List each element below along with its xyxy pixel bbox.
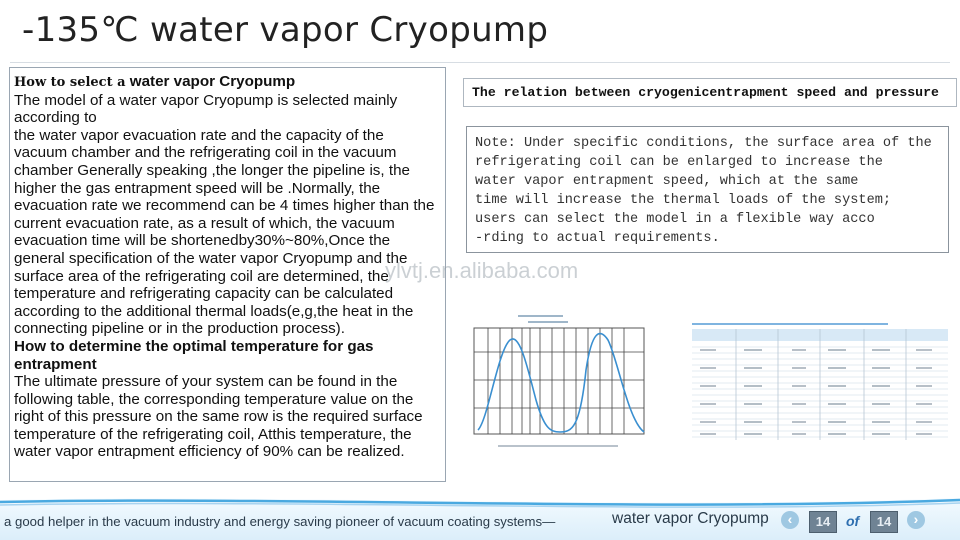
note-line: refrigerating coil can be enlarged to increase the [475, 155, 883, 170]
chevron-right-icon[interactable]: › [907, 511, 925, 529]
selection-paragraph-2: the water vapor evacuation rate and the capacity of the vacuum chamber and the refrigerating coil in the vacuum chamber Generally speaking ,the longer the pipeline is, the higher the gas entrapment speed will be .Normally, the evacuation rate we recommend can be 4 times higher than the current evacuation rate, as a result of which, the vacuum evacuation time will be shortenedby30%~80%,Once the general specification of the water vapor Cryopump and the surface area of the refrigerating coil are determined, the temperature and refrigerating capacity can be calculated according to the additional thermal loads(e,g,the heat in the connecting pipeline or in the production process). [14, 126, 435, 338]
note-line: water vapor entrapment speed, which at the same [475, 174, 859, 189]
selection-paragraph-1: The model of a water vapor Cryopump is selected mainly according to [14, 91, 398, 127]
entrapment-speed-chart-image [468, 310, 650, 456]
temperature-heading: How to determine the optimal temperature for gas entrapment [14, 337, 374, 373]
pressure-temperature-table-image [688, 318, 948, 442]
watermark: ylvtj.en.alibaba.com [385, 258, 579, 283]
footer-tagline: a good helper in the vacuum industry and energy saving pioneer of vacuum coating systems— [4, 514, 556, 529]
selection-heading [14, 73, 440, 92]
relation-caption: The relation between cryogenicentrapment speed and pressure [463, 78, 957, 107]
note-line: users can select the model in a flexible way acco [475, 212, 875, 227]
page-title: -135℃ water vapor Cryopump [22, 10, 549, 50]
title-divider [10, 62, 950, 63]
selection-heading-prefix: How to select a [14, 75, 126, 90]
note-line: Note: Under specific conditions, the surface area of the [475, 136, 932, 151]
note-line: time will increase the thermal loads of the system; [475, 193, 892, 208]
table-thumbnail [688, 318, 948, 442]
note-line: -rding to actual requirements. [475, 231, 720, 246]
note-box [466, 126, 949, 253]
chart-thumbnail [468, 310, 650, 456]
current-page-number: 14 [809, 511, 837, 533]
selection-heading-rest: water vapor Cryopump [125, 73, 296, 90]
chevron-left-icon[interactable]: ‹ [781, 511, 799, 529]
footer-product-name: water vapor Cryopump [612, 510, 769, 527]
selection-guide-panel [9, 67, 446, 482]
page-of-label: of [846, 513, 860, 529]
total-page-number: 14 [870, 511, 898, 533]
temperature-paragraph: The ultimate pressure of your system can be found in the following table, the corresponding temperature value on the right of this pressure on the same row is the required surface temperature of the refrigerating coil, Atthis temperature, the water vapor entrapment efficiency of 90% can be realized. [14, 373, 423, 461]
slide-footer [0, 496, 960, 540]
